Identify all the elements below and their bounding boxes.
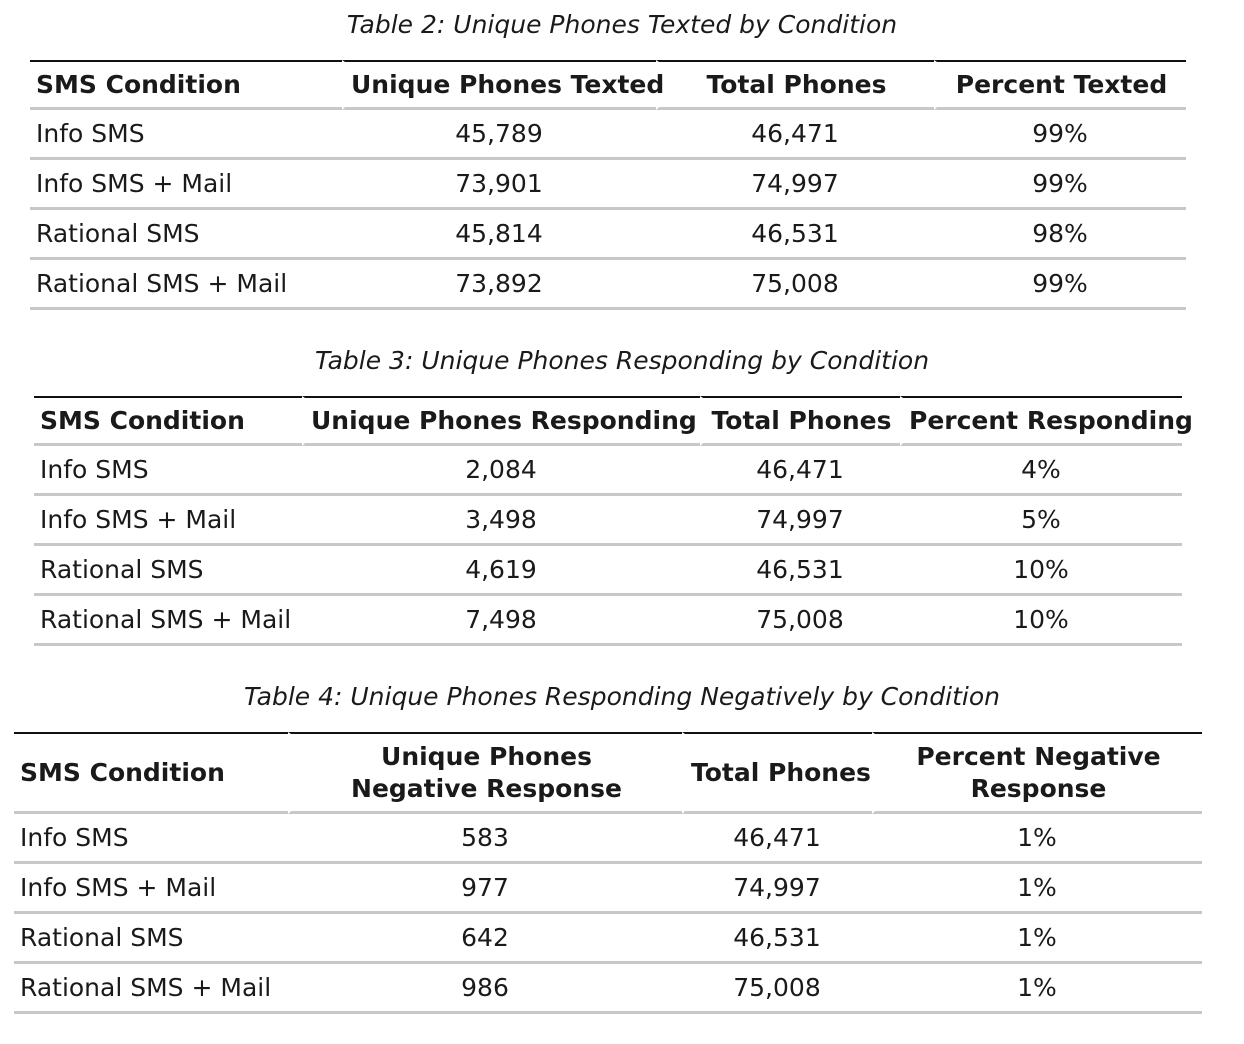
table-cell: Rational SMS (30, 210, 342, 260)
table-row (34, 546, 1182, 596)
table-cell: Rational SMS + Mail (30, 260, 342, 310)
table-cell: Info SMS (14, 814, 288, 864)
column-header: Total Phones (700, 396, 900, 446)
table-4-caption: Table 4: Unique Phones Responding Negatively by Condition (244, 682, 1000, 711)
column-header: Unique Phones Negative Response (288, 732, 682, 814)
table-cell: 46,471 (682, 814, 872, 864)
table-row (14, 964, 1202, 1014)
column-header: Total Phones (682, 732, 872, 814)
table-cell: 46,531 (682, 914, 872, 964)
column-header: Percent Responding (900, 396, 1182, 446)
table-cell: Info SMS + Mail (34, 496, 302, 546)
table-cell: Info SMS (34, 446, 302, 496)
table-row (34, 596, 1182, 646)
table-cell: 1% (872, 864, 1202, 914)
table-row (30, 260, 1186, 310)
table-cell: 45,814 (342, 210, 656, 260)
table-cell: Rational SMS + Mail (34, 596, 302, 646)
table-2 (30, 60, 1186, 310)
table-cell: 7,498 (302, 596, 700, 646)
table-cell: Info SMS (30, 110, 342, 160)
table-3 (34, 396, 1193, 646)
table-cell: 977 (288, 864, 682, 914)
table-cell: 45,789 (342, 110, 656, 160)
table-cell: 1% (872, 814, 1202, 864)
table-row (34, 496, 1182, 546)
table-cell: Rational SMS (34, 546, 302, 596)
column-header: SMS Condition (34, 396, 302, 446)
table-cell: 10% (900, 546, 1182, 596)
table-cell: 74,997 (682, 864, 872, 914)
table-cell: 5% (900, 496, 1182, 546)
column-header: Unique Phones Responding (302, 396, 700, 446)
column-header: SMS Condition (14, 732, 288, 814)
table-2-caption: Table 2: Unique Phones Texted by Condition (346, 10, 898, 39)
table-cell: Info SMS + Mail (30, 160, 342, 210)
table-cell: 74,997 (656, 160, 934, 210)
table-row (30, 160, 1186, 210)
table-cell: 4,619 (302, 546, 700, 596)
table-header-row (34, 396, 1182, 446)
table-cell: Rational SMS + Mail (14, 964, 288, 1014)
table-row (30, 110, 1186, 160)
table-cell: 73,892 (342, 260, 656, 310)
table-cell: 1% (872, 964, 1202, 1014)
table-cell: 46,531 (656, 210, 934, 260)
table-cell: 75,008 (700, 596, 900, 646)
table-row (14, 814, 1202, 864)
table-cell: 46,531 (700, 546, 900, 596)
table-cell: 642 (288, 914, 682, 964)
table-cell: 98% (934, 210, 1186, 260)
column-header: Percent Negative Response (872, 732, 1202, 814)
table-cell: 46,471 (700, 446, 900, 496)
table-cell: 99% (934, 110, 1186, 160)
table-header-row (14, 732, 1202, 814)
table-cell: 73,901 (342, 160, 656, 210)
column-header: Percent Texted (934, 60, 1186, 110)
table-3-caption: Table 3: Unique Phones Responding by Condition (314, 346, 930, 375)
table-cell: 99% (934, 260, 1186, 310)
table-header-row (30, 60, 1186, 110)
table-cell: 2,084 (302, 446, 700, 496)
table-cell: 75,008 (682, 964, 872, 1014)
table-cell: 986 (288, 964, 682, 1014)
table-cell: 75,008 (656, 260, 934, 310)
table-cell: 583 (288, 814, 682, 864)
table-cell: 46,471 (656, 110, 934, 160)
table-cell: Rational SMS (14, 914, 288, 964)
table-cell: 99% (934, 160, 1186, 210)
table-cell: 74,997 (700, 496, 900, 546)
table-4 (14, 732, 1202, 1014)
table-cell: Info SMS + Mail (14, 864, 288, 914)
column-header: SMS Condition (30, 60, 342, 110)
table-row (14, 914, 1202, 964)
table-row (14, 864, 1202, 914)
table-cell: 10% (900, 596, 1182, 646)
table-cell: 1% (872, 914, 1202, 964)
column-header: Unique Phones Texted (342, 60, 656, 110)
table-cell: 3,498 (302, 496, 700, 546)
column-header: Total Phones (656, 60, 934, 110)
table-row (30, 210, 1186, 260)
table-cell: 4% (900, 446, 1182, 496)
table-row (34, 446, 1182, 496)
